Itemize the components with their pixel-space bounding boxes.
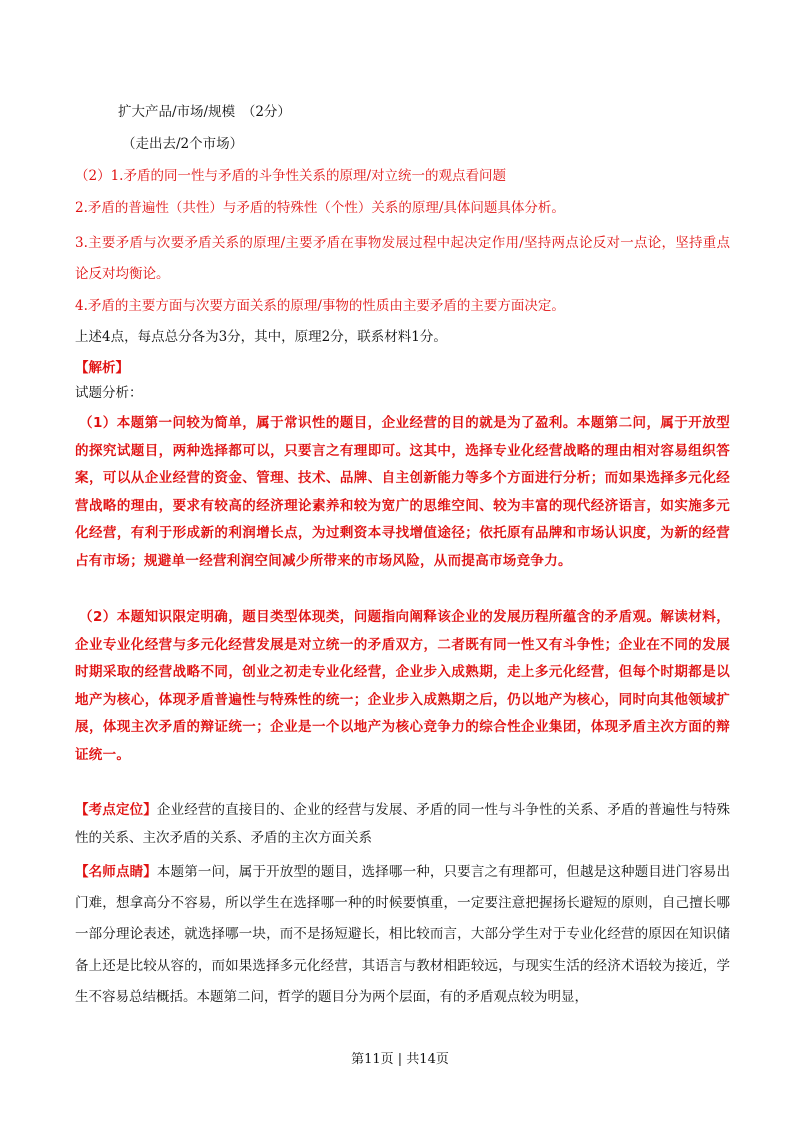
analysis-paragraph-2: （2）本题知识限定明确，题目类型体现类，问题指向阐释该企业的发展历程所蕴含的矛盾观。解读材料，企业专业化经营与多元化经营发展是对立统一的矛盾双方，二者既有同一性又有斗争性；企业在不同的发展时期采取的经营战略不同，创业之初走专业化经营，企业步入成熟期，走上多元化经营，但每个时期都是以地产为核心，体现矛盾普遍性与特殊性的统一；企业步入成熟期之后，仍以地产为核心，同时向其他领域扩展，体现主次矛盾的辩证统一；企业是一个以地产为核心竞争力的综合性企业集团，体现矛盾主次方面的辩证统一。	[75, 609, 730, 763]
kaodian-paragraph	[75, 796, 730, 852]
answer-item-3: 3.主要矛盾与次要矛盾关系的原理/主要矛盾在事物发展过程中起决定作用/坚持两点论反对一点论，坚持重点论反对均衡论。	[75, 235, 730, 282]
mingshi-paragraph	[75, 857, 730, 1013]
answer-line-go-out: （走出去/2个市场）	[122, 136, 244, 152]
scoring-note: 上述4点，每点总分各为3分，其中，原理2分，联系材料1分。	[75, 329, 447, 345]
mingshi-label: 【名师点睛】	[75, 864, 157, 880]
analysis-heading: 【解析】	[75, 360, 129, 376]
answer-item-1: （2）1.矛盾的同一性与矛盾的斗争性关系的原理/对立统一的观点看问题	[75, 168, 507, 184]
kaodian-label: 【考点定位】	[75, 802, 157, 818]
mingshi-text: 本题第一问，属于开放型的题目，选择哪一种，只要言之有理都可，但越是这种题目进门容易出门难，想拿高分不容易，所以学生在选择哪一种的时候要慎重，一定要注意把握扬长避短的原则，自己擅长哪一部分理论表述，就选择哪一块，而不是扬短避长，相比较而言，大部分学生对于专业化经营的原因在知识储备上还是比较从容的，而如果选择多元化经营，其语言与教材相距较远，与现实生活的经济术语较为接近，学生不容易总结概括。本题第二问，哲学的题目分为两个层面，有的矛盾观点较为明显，	[75, 864, 731, 1005]
page-footer: 第11页 | 共14页	[351, 1052, 449, 1067]
kaodian-text: 企业经营的直接目的、企业的经营与发展、矛盾的同一性与斗争性的关系、矛盾的普遍性与特殊性的关系、主次矛盾的关系、矛盾的主次方面关系	[75, 802, 731, 846]
analysis-paragraph-1: （1）本题第一问较为简单，属于常识性的题目，企业经营的目的就是为了盈利。本题第二问，属于开放型的探究试题目，两种选择都可以，只要言之有理即可。这其中，选择专业化经营战略的理由相对容易组织答案，可以从企业经营的资金、管理、技术、品牌、自主创新能力等多个方面进行分析；而如果选择多元化经营战略的理由，要求有较高的经济理论素养和较为宽广的思维空间、较为丰富的现代经济语言，如实施多元化经营，有利于形成新的利润增长点，为过剩资本寻找增值途径；依托原有品牌和市场认识度，为新的经营占有市场；规避单一经营利润空间减少所带来的市场风险，从而提高市场竞争力。	[75, 415, 730, 569]
answer-item-4: 4.矛盾的主要方面与次要方面关系的原理/事物的性质由主要矛盾的主要方面决定。	[75, 298, 565, 314]
answer-item-2: 2.矛盾的普遍性（共性）与矛盾的特殊性（个性）关系的原理/具体问题具体分析。	[75, 200, 565, 216]
answer-line-expand: 扩大产品/市场/规模 （2分）	[118, 104, 291, 120]
analysis-subheading: 试题分析：	[75, 385, 143, 401]
